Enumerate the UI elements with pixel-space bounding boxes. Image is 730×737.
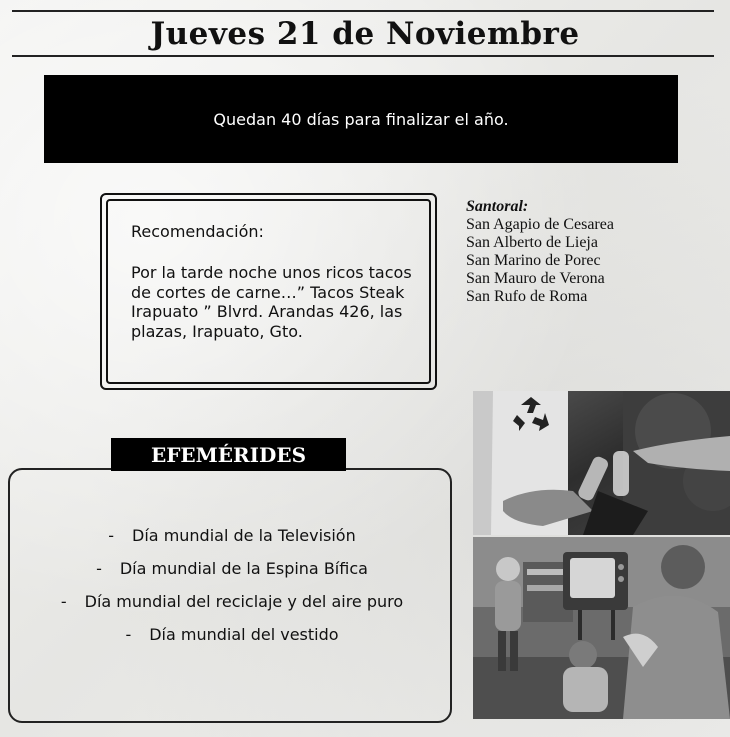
efemeride-item [10,559,454,578]
efemerides-title: EFEMÉRIDES [111,438,346,471]
efemeride-item [10,592,454,611]
page-title: Jueves 21 de Noviembre [150,16,580,52]
efemeride-text: Día mundial de la Espina Bífica [119,559,368,578]
efemeride-item [10,526,454,545]
efemeride-text: Día mundial de la Televisión [132,526,356,545]
bullet-dash: - [108,526,115,545]
recommendation-body: Por la tarde noche unos ricos tacos de cortes de carne…” Tacos Steak Irapuato ” Blvrd. Arandas 426, las plazas, Irapuato, Gto. [131,263,412,341]
television-photo [473,537,730,719]
bullet-dash: - [96,559,102,578]
efemerides-box [8,468,452,723]
saint-item: San Agapio de Cesarea [466,216,614,233]
header-rule-bottom [12,55,714,57]
bullet-dash: - [125,625,132,644]
recommendation-box [100,193,437,390]
days-remaining-text: Quedan 40 días para finalizar el año. [213,109,509,129]
efemeride-text: Día mundial del reciclaje y del aire puro [84,592,404,611]
bullet-dash: - [60,592,67,611]
saint-item: San Alberto de Lieja [466,234,598,251]
recommendation-heading: Recomendación: [131,222,264,241]
efemeride-text: Día mundial del vestido [149,625,339,644]
saint-item: San Mauro de Verona [466,270,605,287]
header-rule-top [12,10,714,12]
days-remaining-banner [44,75,678,163]
santoral-section [466,198,614,306]
efemeride-item [10,625,454,644]
recycling-photo [473,391,730,535]
saint-item: San Rufo de Roma [466,288,588,305]
saint-item: San Marino de Porec [466,252,601,269]
santoral-title: Santoral: [466,198,529,215]
